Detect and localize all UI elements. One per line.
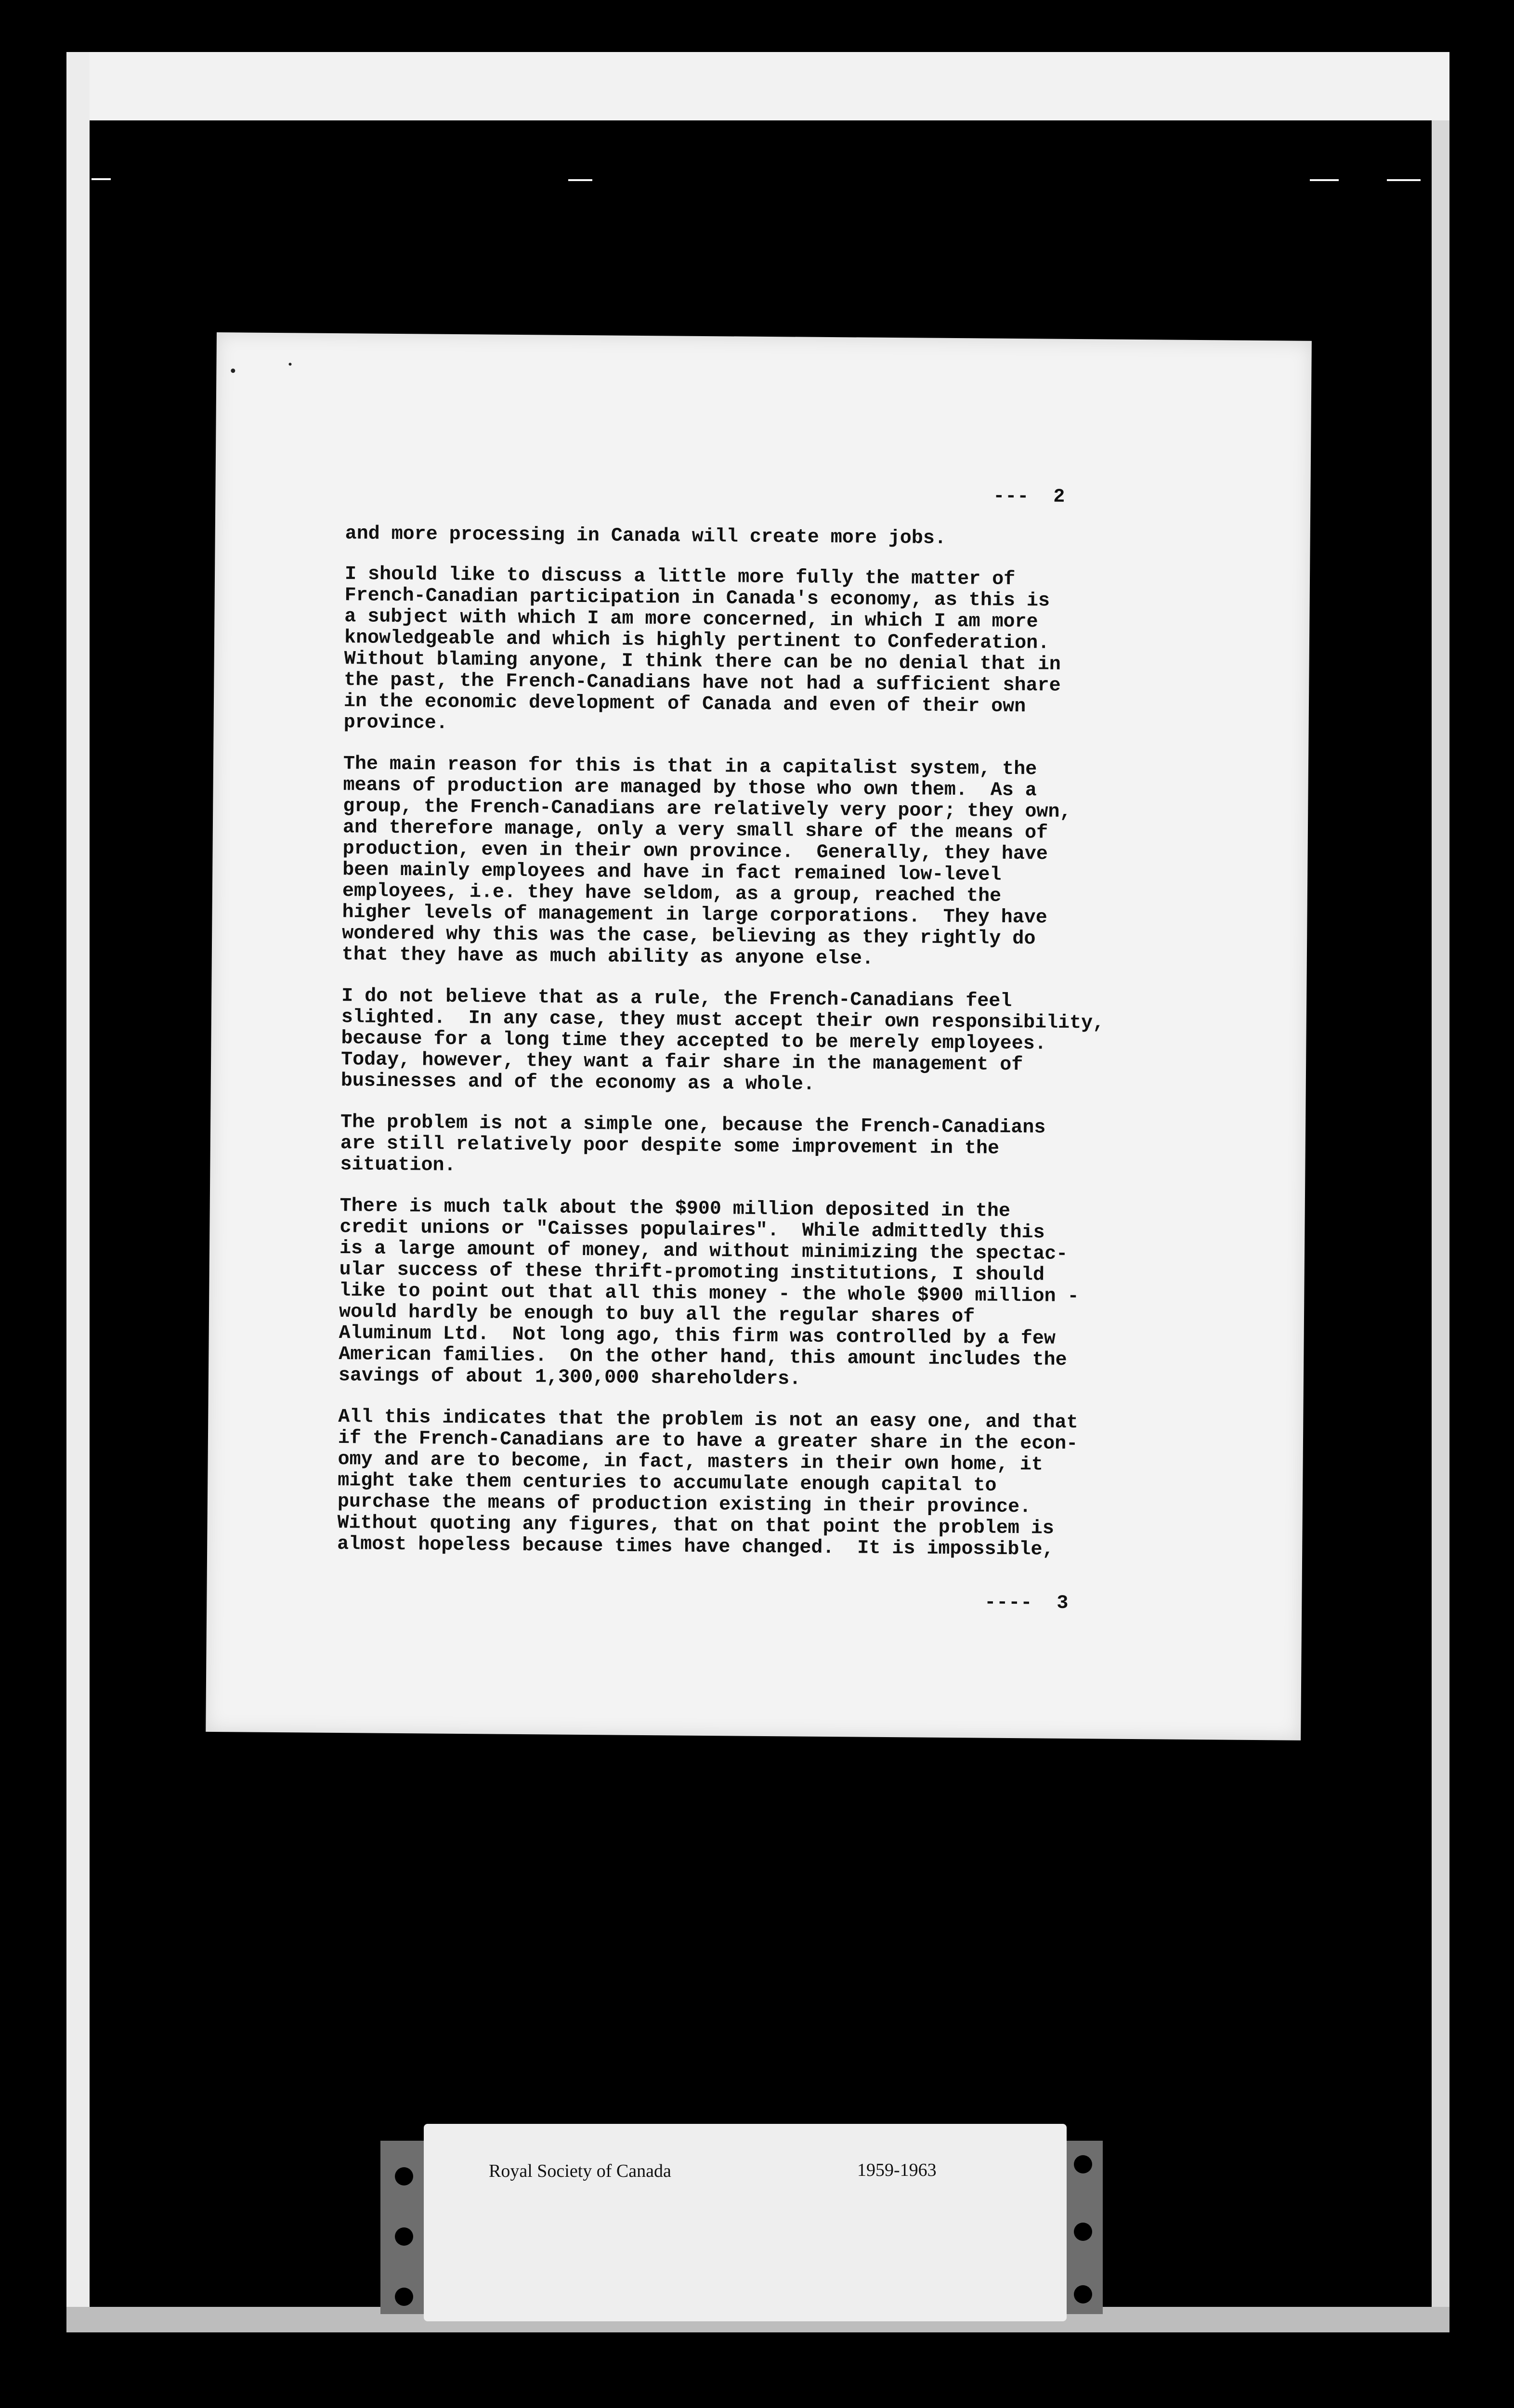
paragraph: I should like to discuss a little more fully the matter of French-Canadian participation in Canada's economy, as this is a subject with which I am more concerned, in which I am more knowledgeable and which is highly pertinent to Confederation. Without blaming anyone, I think there can be no denial that in the past, the French-Canadians have not had a sufficient share in the economic development of Canada and even of their own province.: [343, 563, 1061, 734]
paragraph: I do not believe that as a rule, the French-Canadians feel slighted. In any case, they must accept their own responsibility, because for a long time they accepted to be merely employees. Today, however, they want a fair share in the management of businesses and of the economy as a whole.: [340, 985, 1105, 1096]
archive-label-years: 1959-1963: [857, 2160, 937, 2180]
archive-label: [424, 2124, 1067, 2321]
speck: [231, 368, 235, 373]
paragraph: and more processing in Canada will create more jobs.: [345, 523, 947, 550]
document-body: [337, 523, 1222, 1582]
paragraph: There is much talk about the $900 million deposited in the credit unions or "Caisses populaires". While admittedly this is a large amount of money, and without minimizing the spectac- ular success of these thrift-promoting institutions, I should like to point out that all this money - the whole $900 million - would hardly be enough to buy all the regular shares of Aluminum Ltd. Not long ago, this firm was controlled by a few American families. On the other hand, this amount includes the savings of about 1,300,000 shareholders.: [338, 1195, 1079, 1390]
document-page: [206, 332, 1312, 1741]
sprocket-hole: [395, 2288, 413, 2306]
page-number-bottom: ---- 3: [984, 1592, 1069, 1614]
film-scratch: [1310, 179, 1339, 181]
sprocket-hole: [1074, 2285, 1092, 2303]
paragraph: The main reason for this is that in a capitalist system, the means of production are managed by those who own them. As a group, the French-Canadians are relatively very poor; they own, and therefore manage, only a very small share of the means of production, even in their own province. Generally, they have been mainly employees and have in fact remained low-level employees, i.e. they have seldom, as a group, reached the higher levels of management in large corporations. They have wondered why this was the case, believing as they rightly do that they have as much ability as anyone else.: [341, 753, 1071, 970]
film-scratch: [91, 178, 111, 180]
paragraph: All this indicates that the problem is not an easy one, and that if the French-Canadians are to have a greater share in the econ- omy and are to become, in fact, masters in their own home, it might take them centuries to accumulate enough capital to purchase the means of production existing in their province. Without quoting any figures, that on that point the problem is almost hopeless because times have changed. It is impossible,: [337, 1406, 1078, 1561]
paragraph: The problem is not a simple one, because the French-Canadians are still relatively poor despite some improvement in the situation.: [340, 1112, 1046, 1177]
film-scratch: [568, 179, 592, 181]
sprocket-hole: [1074, 2155, 1092, 2173]
archive-label-title: Royal Society of Canada: [489, 2161, 671, 2181]
speck: [288, 363, 291, 366]
film-edge-shadow: [1423, 120, 1432, 2332]
film-edge-left: [66, 52, 90, 2332]
sprocket-hole: [395, 2167, 413, 2186]
sprocket-hole: [395, 2227, 413, 2246]
page-number-top: --- 2: [993, 485, 1066, 508]
film-scratch: [1387, 179, 1421, 181]
sprocket-hole: [1074, 2223, 1092, 2241]
